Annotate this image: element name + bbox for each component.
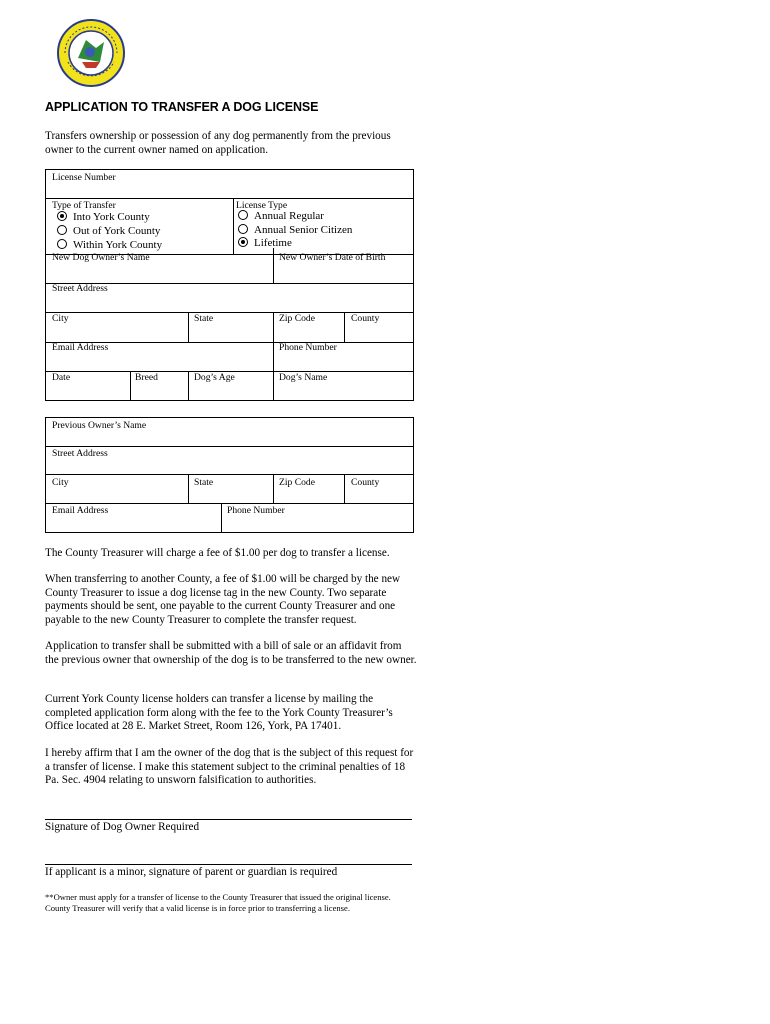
radio-unselected-icon: [57, 225, 67, 235]
prev-phone-number-label: Phone Number: [227, 505, 285, 516]
radio-label: Annual Senior Citizen: [254, 224, 353, 236]
radio-into-york-county[interactable]: [57, 211, 150, 224]
prev-email-address-label: Email Address: [52, 505, 109, 516]
new-owner-form: [45, 169, 414, 401]
breed-label: Breed: [135, 372, 158, 383]
new-owner-name-label: New Dog Owner’s Name: [52, 252, 150, 263]
city-label: City: [52, 313, 69, 324]
dog-age-label: Dog’s Age: [194, 372, 235, 383]
radio-annual-senior-citizen[interactable]: [238, 224, 352, 237]
guardian-signature-line[interactable]: [45, 864, 412, 865]
bill-of-sale-paragraph: Application to transfer shall be submitted with a bill of sale or an affidavit from the previous owner that ownership of the dog is to be transferred to the new owner.: [45, 640, 417, 666]
fee-paragraph: The County Treasurer will charge a fee of $1.00 per dog to transfer a license.: [45, 547, 390, 559]
radio-unselected-icon: [57, 239, 67, 249]
owner-signature-line[interactable]: [45, 819, 412, 820]
radio-unselected-icon: [238, 210, 248, 220]
previous-owner-name-label: Previous Owner’s Name: [52, 420, 147, 431]
previous-owner-form: [45, 417, 414, 533]
radio-lifetime[interactable]: [238, 237, 292, 250]
mailing-paragraph: Current York County license holders can transfer a license by mailing the completed application form along with the fee to the York County Treasurer’s Office located at 28 E. Market Street, Room 126, York, PA 17401.: [45, 693, 393, 732]
page-title: APPLICATION TO TRANSFER A DOG LICENSE: [45, 100, 319, 114]
email-address-label: Email Address: [52, 342, 109, 353]
owner-signature-label: Signature of Dog Owner Required: [45, 821, 200, 833]
footnote: **Owner must apply for a transfer of license to the County Treasurer that issued the original license. County Treasurer will verify that a valid license is in force prior to transferring a license.: [45, 892, 391, 913]
prev-street-address-label: Street Address: [52, 448, 108, 459]
prev-zip-code-label: Zip Code: [279, 477, 315, 488]
radio-label: Into York County: [73, 211, 150, 223]
state-label: State: [194, 313, 214, 324]
type-of-transfer-label: Type of Transfer: [52, 200, 116, 211]
radio-label: Out of York County: [73, 225, 161, 237]
license-number-label: License Number: [52, 172, 116, 183]
prev-city-label: City: [52, 477, 69, 488]
radio-within-york-county[interactable]: [57, 239, 162, 252]
radio-selected-icon: [238, 237, 248, 247]
date-label: Date: [52, 372, 71, 383]
radio-selected-icon: [57, 211, 67, 221]
dog-name-label: Dog’s Name: [279, 372, 328, 383]
street-address-label: Street Address: [52, 283, 108, 294]
prev-county-label: County: [351, 477, 380, 488]
prev-state-label: State: [194, 477, 214, 488]
radio-out-of-york-county[interactable]: [57, 225, 160, 238]
radio-annual-regular[interactable]: [238, 210, 324, 223]
zip-code-label: Zip Code: [279, 313, 315, 324]
radio-label: Within York County: [73, 239, 163, 251]
other-county-paragraph: When transferring to another County, a fee of $1.00 will be charged by the new County Treasurer to issue a dog license tag in the new County. Two separate payments should be sent, one payable to the current County Treasurer and one payable to the new County Treasurer to complete the transfer request.: [45, 573, 401, 626]
radio-label: Annual Regular: [254, 210, 324, 222]
guardian-signature-label: If applicant is a minor, signature of parent or guardian is required: [45, 866, 338, 878]
radio-unselected-icon: [238, 224, 248, 234]
county-label: County: [351, 313, 380, 324]
radio-label: Lifetime: [254, 237, 292, 249]
intro-text: Transfers ownership or possession of any dog permanently from the previous owner to the current owner named on application.: [45, 130, 391, 156]
affirmation-paragraph: I hereby affirm that I am the owner of the dog that is the subject of this request for a transfer of license. I make this statement subject to the criminal penalties of 18 Pa. Sec. 4904 relating to unsworn falsification to authorities.: [45, 747, 414, 786]
new-owner-dob-label: New Owner’s Date of Birth: [279, 252, 386, 263]
license-type-label: License Type: [236, 200, 288, 211]
county-seal-logo: [56, 18, 126, 88]
phone-number-label: Phone Number: [279, 342, 337, 353]
